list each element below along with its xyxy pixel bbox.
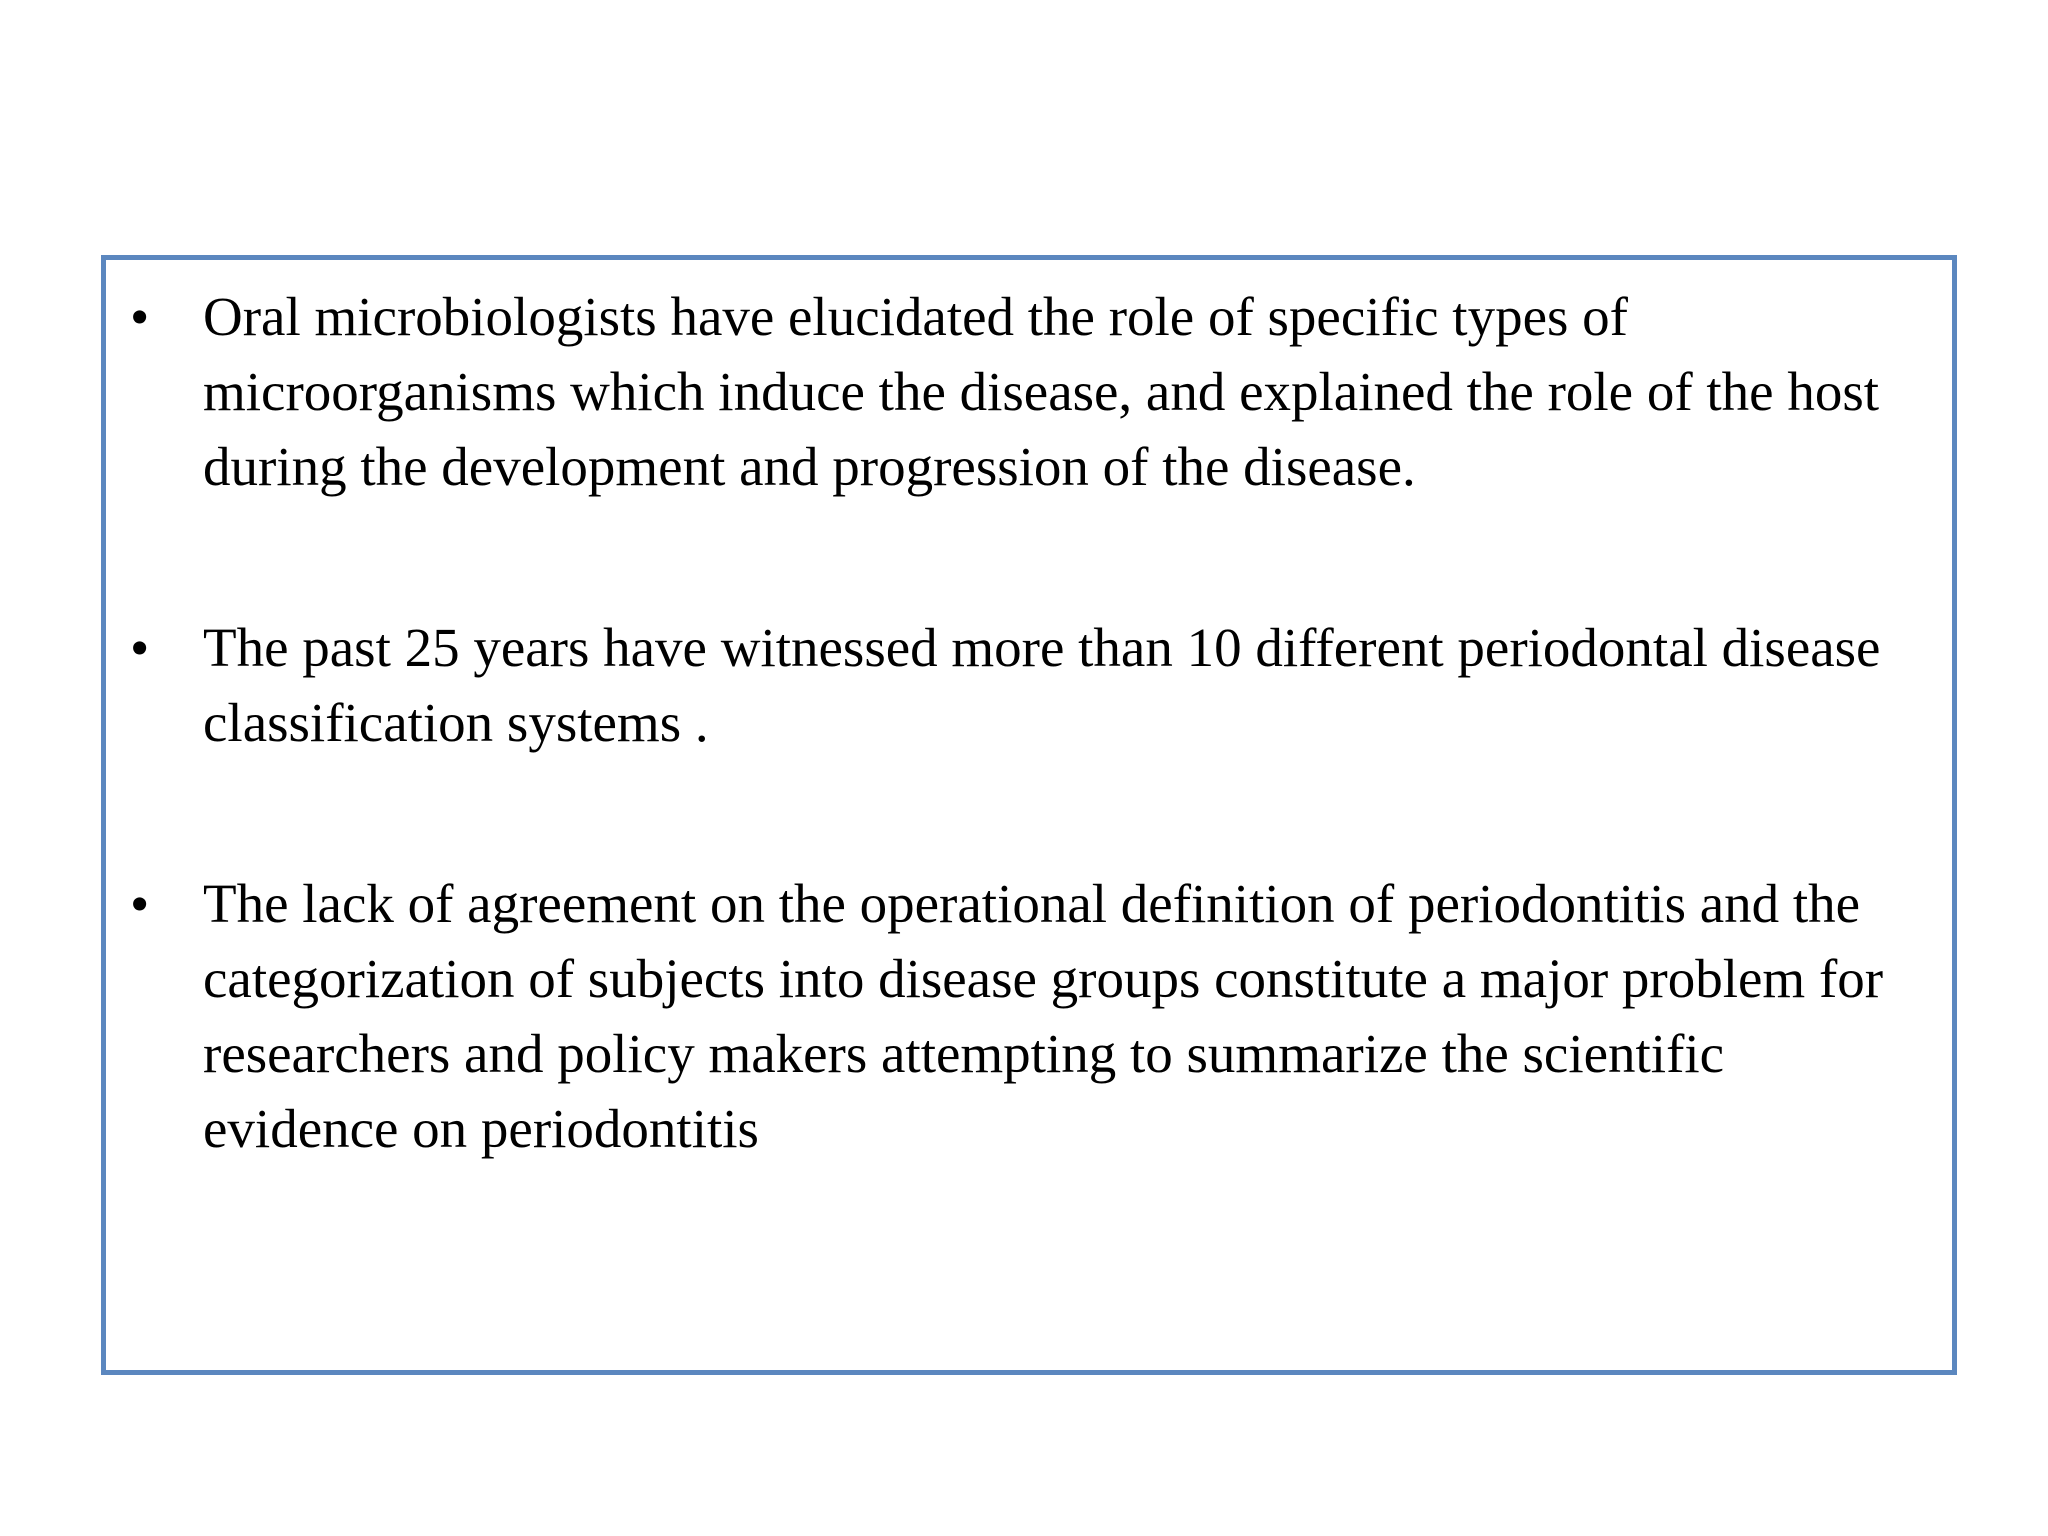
bullet-list xyxy=(106,260,1923,1166)
bullet-text: The lack of agreement on the operational definition of periodontitis and the categorization of subjects into disease groups constitute a major problem for researchers and policy makers attempting to summarize the scientific evidence on periodontitis xyxy=(203,873,1884,1159)
bullet-item xyxy=(106,279,1923,504)
bullet-text: Oral microbiologists have elucidated the role of specific types of microorganisms which induce the disease, and explained the role of the host during the development and progression of the disease. xyxy=(203,286,1880,497)
content-box xyxy=(101,255,1957,1375)
bullet-item xyxy=(106,866,1923,1166)
bullet-dot-icon: • xyxy=(130,617,150,678)
bullet-text: The past 25 years have witnessed more than 10 different periodontal disease classification systems . xyxy=(203,617,1881,753)
bullet-dot-icon: • xyxy=(130,873,150,934)
bullet-item xyxy=(106,610,1923,760)
bullet-dot-icon: • xyxy=(130,286,150,347)
